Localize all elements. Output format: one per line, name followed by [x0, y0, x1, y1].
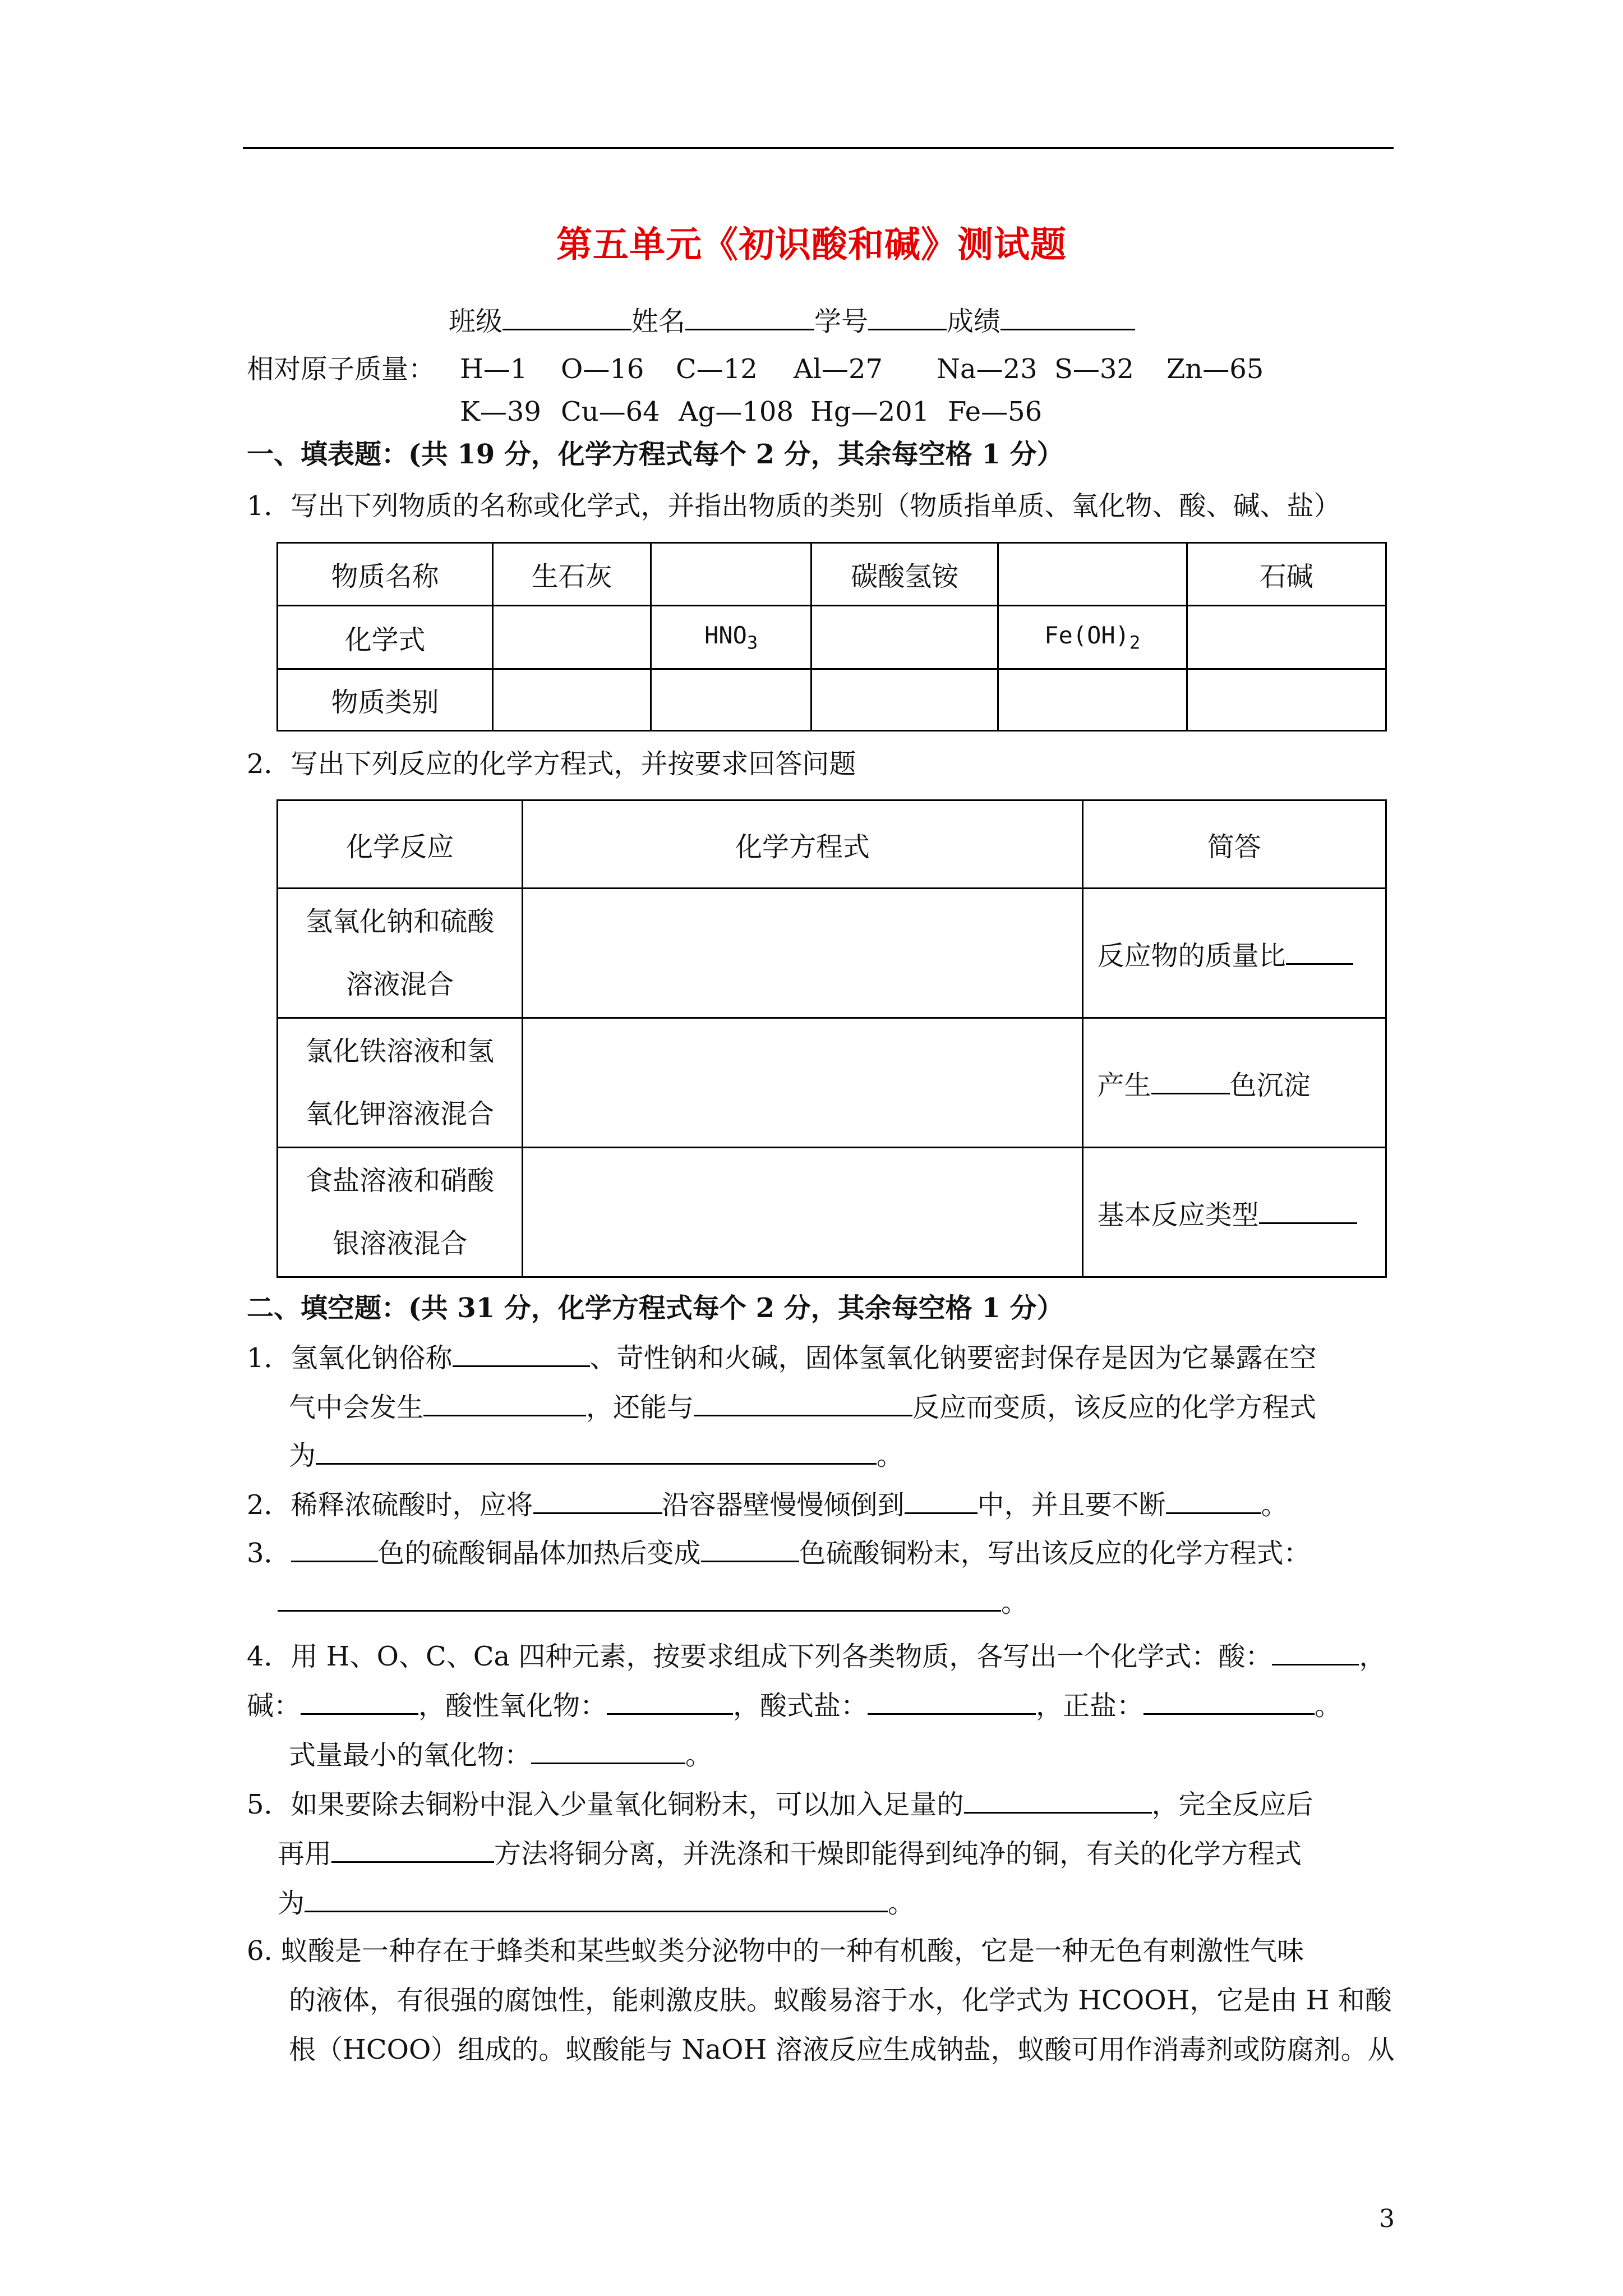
text: 反应而变质，该反应的化学方程式 [912, 1392, 1317, 1423]
text: 。 [877, 1440, 904, 1471]
section1-q1: 1．写出下列物质的名称或化学式，并指出物质的类别（物质指单质、氧化物、酸、碱、盐） [247, 490, 1341, 522]
formula-cell[interactable] [811, 606, 998, 669]
answer-cell [1082, 1148, 1386, 1277]
student-info-line [449, 303, 1135, 338]
text: 为 [289, 1440, 316, 1471]
answer-cell [1082, 1018, 1386, 1148]
answer-blank[interactable] [1144, 1687, 1315, 1715]
answer-blank[interactable] [278, 1584, 1001, 1612]
reaction-line: 氢氧化钠和硫酸 [306, 906, 495, 937]
answer-blank[interactable] [533, 1487, 662, 1514]
answer-blank[interactable] [1166, 1487, 1261, 1514]
category-cell[interactable] [998, 669, 1187, 731]
equation-cell[interactable] [523, 1148, 1082, 1277]
s2-q5-line1 [247, 1786, 1313, 1821]
answer-blank[interactable] [905, 1487, 978, 1514]
atomic-mass-k: K—39 [460, 396, 541, 427]
equation-cell[interactable] [523, 889, 1082, 1018]
s2-q1-line1 [247, 1340, 1317, 1375]
answer-blank[interactable] [301, 1687, 418, 1715]
score-label: 成绩 [947, 306, 1001, 337]
atomic-mass-hg: Hg—201 [810, 396, 930, 427]
text: 。 [888, 1888, 915, 1919]
answer-blank[interactable] [1286, 937, 1353, 965]
text: ，完全反应后 [1151, 1789, 1313, 1820]
id-blank[interactable] [868, 303, 947, 330]
s2-q4-line3 [289, 1737, 712, 1772]
text: 。 [1001, 1587, 1029, 1618]
atomic-mass-label: 相对原子质量： [247, 353, 436, 385]
name-cell[interactable]: 生石灰 [493, 543, 651, 606]
reaction-cell [278, 1018, 523, 1148]
formula-cell-feoh2[interactable] [998, 606, 1187, 669]
name-blank[interactable] [685, 303, 814, 330]
feoh-subscript: 2 [1129, 632, 1141, 654]
s2-q6-line1: 6. 蚁酸是一种存在于蜂类和某些蚁类分泌物中的一种有机酸，它是一种无色有刺激性气味 [247, 1935, 1304, 1967]
category-cell[interactable] [811, 669, 998, 731]
feoh-base: Fe(OH) [1044, 621, 1129, 649]
text: ，正盐： [1036, 1690, 1144, 1722]
name-label: 姓名 [631, 306, 686, 337]
answer-cell [1082, 889, 1386, 1018]
substance-table [276, 542, 1387, 731]
category-cell[interactable] [1187, 669, 1386, 731]
category-cell[interactable] [651, 669, 811, 731]
s2-q1-line2 [289, 1389, 1316, 1424]
atomic-mass-fe: Fe—56 [948, 396, 1043, 427]
reaction-line: 氯化铁溶液和氢 [306, 1036, 495, 1067]
class-blank[interactable] [502, 303, 631, 330]
reaction-line: 银溶液混合 [333, 1228, 468, 1259]
answer-blank[interactable] [1272, 1638, 1359, 1665]
reaction-line: 食盐溶液和硝酸 [306, 1165, 495, 1197]
header-answer: 简答 [1082, 800, 1386, 889]
formula-cell[interactable] [1187, 606, 1386, 669]
text: 5．如果要除去铜粉中混入少量氧化铜粉末，可以加入足量的 [247, 1789, 964, 1820]
atomic-mass-na: Na—23 [937, 353, 1038, 385]
text: ，酸性氧化物： [418, 1690, 607, 1722]
name-cell[interactable]: 碳酸氢铵 [811, 543, 998, 606]
text: 中，并且要不断 [977, 1489, 1166, 1521]
row-header-name: 物质名称 [278, 543, 493, 606]
score-blank[interactable] [1000, 303, 1135, 330]
text: 4．用 H、O、C、Ca 四种元素，按要求组成下列各类物质，各写出一个化学式：酸： [247, 1641, 1272, 1672]
answer-text: 基本反应类型 [1097, 1199, 1259, 1231]
s2-q4-line2 [247, 1687, 1341, 1723]
header-reaction: 化学反应 [278, 800, 523, 889]
answer-blank[interactable] [453, 1340, 590, 1367]
answer-blank[interactable] [316, 1437, 877, 1465]
table-row [278, 606, 1386, 669]
s2-q6-line3: 根（HCOO）组成的。蚁酸能与 NaOH 溶液反应生成钠盐，蚁酸可用作消毒剂或防腐剂。从 [289, 2034, 1395, 2065]
category-cell[interactable] [493, 669, 651, 731]
answer-blank[interactable] [694, 1389, 912, 1416]
row-header-formula: 化学式 [278, 606, 493, 669]
atomic-mass-h: H—1 [460, 353, 528, 385]
text: 3． [247, 1538, 291, 1569]
text: 1．氢氧化钠俗称 [247, 1342, 453, 1374]
id-label: 学号 [814, 306, 869, 337]
text: 再用 [278, 1838, 332, 1870]
formula-cell-hno3[interactable] [651, 606, 811, 669]
page-number: 3 [1379, 2205, 1395, 2233]
s2-q6-line2: 的液体，有很强的腐蚀性，能刺激皮肤。蚁酸易溶于水，化学式为 HCOOH，它是由 H 和酸 [289, 1985, 1392, 2016]
answer-blank[interactable] [1259, 1197, 1357, 1224]
section2-heading: 二、填空题：(共 31 分，化学方程式每个 2 分，其余每空格 1 分） [247, 1292, 1064, 1324]
reaction-cell [278, 889, 523, 1018]
s2-q4-line1 [247, 1638, 1386, 1673]
formula-cell[interactable] [493, 606, 651, 669]
atomic-mass-zn: Zn—65 [1166, 353, 1264, 385]
s2-q3-line1 [247, 1535, 1311, 1570]
section1-q2: 2．写出下列反应的化学方程式，并按要求回答问题 [247, 748, 856, 780]
class-label: 班级 [449, 306, 503, 337]
s2-q2 [247, 1487, 1288, 1522]
text: 为 [278, 1888, 305, 1919]
answer-blank[interactable] [868, 1687, 1036, 1715]
text: 色的硫酸铜晶体加热后变成 [377, 1538, 701, 1569]
hno3-base: HNO [704, 621, 747, 649]
answer-text: 产生 [1097, 1069, 1151, 1101]
table-row [278, 800, 1386, 889]
answer-blank[interactable] [423, 1389, 586, 1416]
s2-q5-line2 [278, 1835, 1302, 1871]
text: ， [1359, 1641, 1386, 1672]
table-row [278, 669, 1386, 731]
header-equation: 化学方程式 [523, 800, 1082, 889]
atomic-mass-c: C—12 [676, 353, 758, 385]
text: 方法将铜分离，并洗涤和干燥即能得到纯净的铜，有关的化学方程式 [494, 1838, 1302, 1870]
name-cell[interactable]: 石碱 [1187, 543, 1386, 606]
s2-q5-line3 [278, 1885, 915, 1920]
s2-q3-line2 [278, 1584, 1028, 1619]
row-header-category: 物质类别 [278, 669, 493, 731]
equation-cell[interactable] [523, 1018, 1082, 1148]
answer-blank[interactable] [701, 1535, 799, 1562]
text: 。 [1315, 1690, 1342, 1722]
answer-blank[interactable] [607, 1687, 733, 1715]
atomic-mass-cu: Cu—64 [561, 396, 660, 427]
text: 。 [1261, 1489, 1288, 1521]
reaction-line: 溶液混合 [346, 969, 454, 1000]
answer-blank[interactable] [964, 1786, 1152, 1814]
text: ，还能与 [586, 1392, 694, 1423]
answer-blank[interactable] [291, 1535, 378, 1562]
hno3-subscript: 3 [746, 632, 758, 654]
section1-heading: 一、填表题：(共 19 分，化学方程式每个 2 分，其余每空格 1 分） [247, 439, 1064, 470]
answer-blank[interactable] [331, 1835, 494, 1863]
text: ，酸式盐： [733, 1690, 868, 1722]
text: 。 [685, 1740, 713, 1771]
name-cell[interactable] [998, 543, 1187, 606]
text: 碱： [247, 1690, 301, 1722]
header-rule [243, 147, 1394, 149]
atomic-mass-ag: Ag—108 [679, 396, 794, 427]
text: 、苛性钠和火碱，固体氢氧化钠要密封保存是因为它暴露在空 [589, 1342, 1317, 1374]
text: 气中会发生 [289, 1392, 424, 1423]
reaction-cell [278, 1148, 523, 1277]
answer-blank[interactable] [531, 1737, 685, 1764]
atomic-mass-al: Al—27 [794, 353, 883, 385]
text: 式量最小的氧化物： [289, 1740, 532, 1771]
answer-text: 色沉淀 [1229, 1069, 1311, 1101]
reaction-line: 氧化钾溶液混合 [306, 1098, 495, 1130]
page-title: 第五单元《初识酸和碱》测试题 [556, 224, 1067, 266]
answer-text: 反应物的质量比 [1097, 940, 1286, 972]
atomic-mass-o: O—16 [561, 353, 644, 385]
s2-q1-line3 [289, 1437, 903, 1473]
name-cell[interactable] [651, 543, 811, 606]
answer-blank[interactable] [305, 1885, 888, 1912]
table-row [278, 889, 1386, 1018]
text: 沿容器壁慢慢倾倒到 [662, 1489, 905, 1521]
text: 色硫酸铜粉末，写出该反应的化学方程式： [799, 1538, 1311, 1569]
table-row [278, 1018, 1386, 1148]
reaction-table [276, 799, 1387, 1278]
table-row [278, 543, 1386, 606]
atomic-mass-s: S—32 [1054, 353, 1134, 385]
text: 2．稀释浓硫酸时，应将 [247, 1489, 533, 1521]
table-row [278, 1148, 1386, 1277]
answer-blank[interactable] [1151, 1067, 1230, 1094]
